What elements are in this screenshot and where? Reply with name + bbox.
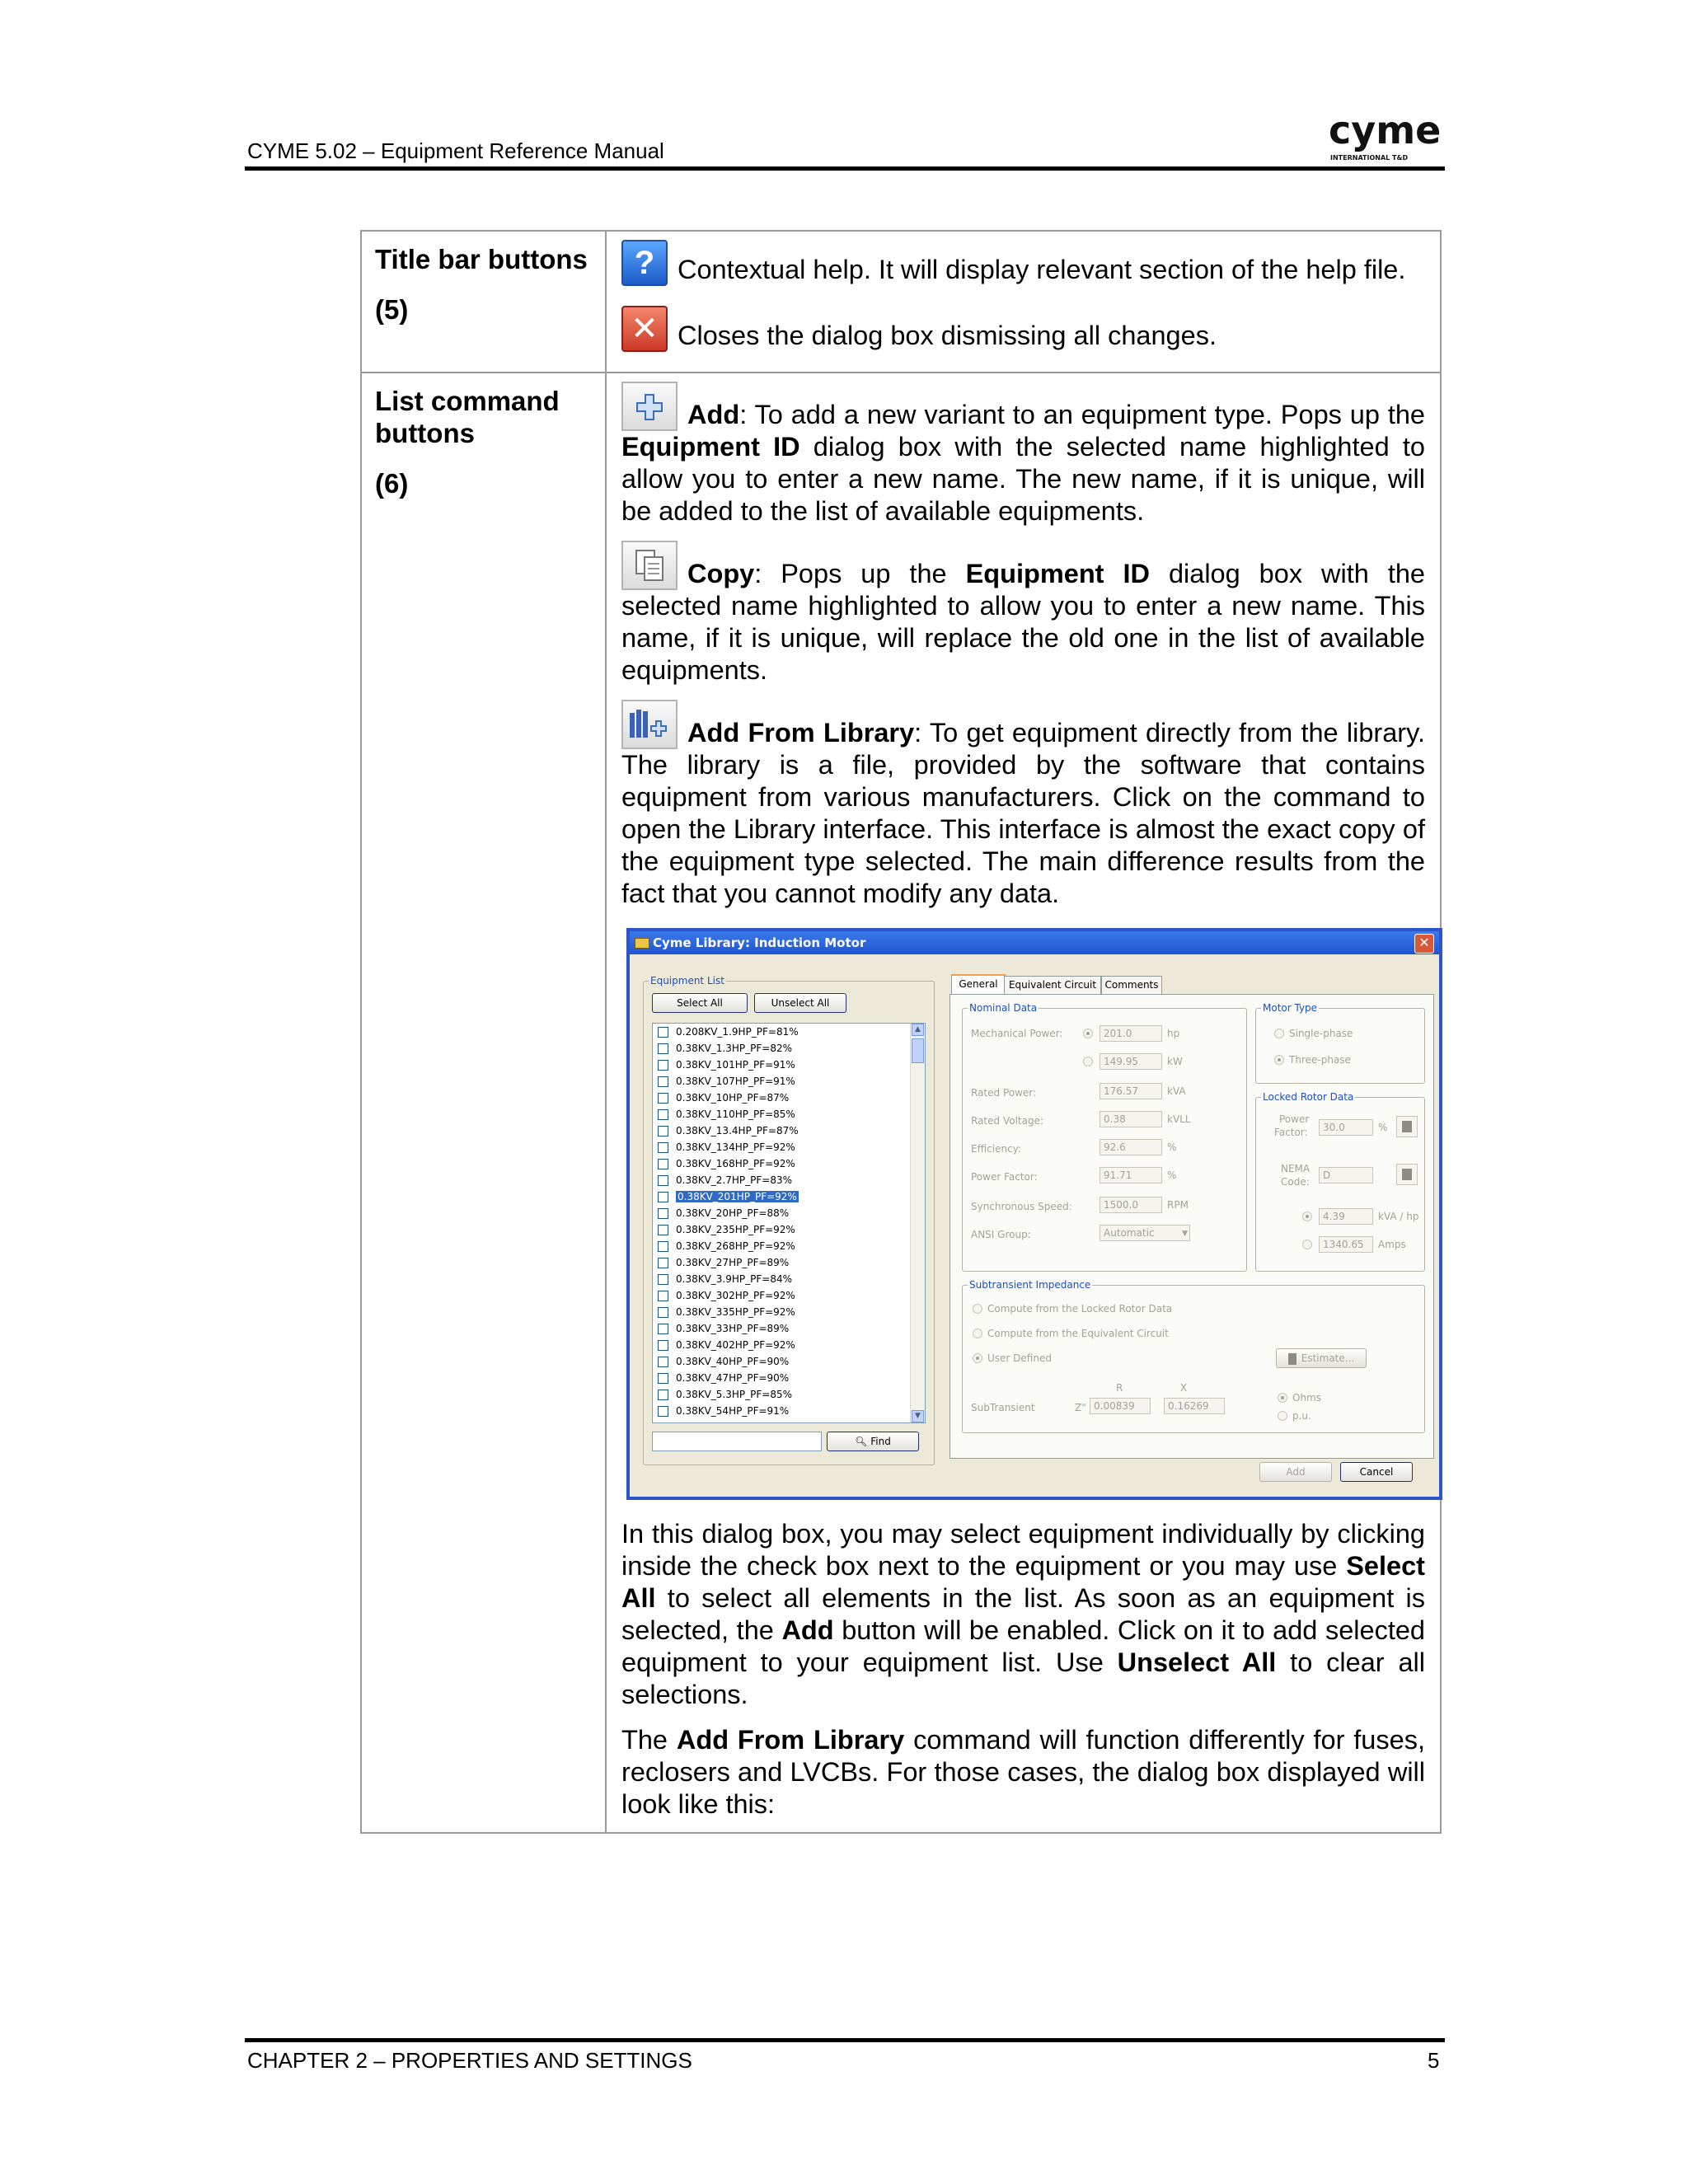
scroll-thumb[interactable] — [912, 1038, 924, 1063]
body-text: button will be enabled. Click on it to add selected equipment to your equipment list. Use — [621, 1615, 1425, 1677]
user-defined-radio[interactable] — [973, 1353, 982, 1363]
rated-voltage-label: Rated Voltage: — [971, 1115, 1044, 1127]
equipment-id-term: Equipment ID — [621, 432, 800, 462]
unit-percent: % — [1167, 1169, 1177, 1181]
row-label: Title bar buttons — [375, 244, 588, 274]
unit-rpm: RPM — [1167, 1199, 1189, 1211]
body-text: to clear all selections. — [621, 1647, 1425, 1709]
search-icon: 🔍︎ — [855, 1436, 868, 1447]
list-item[interactable] — [653, 1155, 925, 1172]
add-text: : To add a new variant to an equipment type. Pops up the — [739, 400, 1425, 429]
dialog-title: Cyme Library: Induction Motor — [653, 935, 866, 950]
help-text: Contextual help. It will display relevant section of the help file. — [678, 255, 1406, 284]
list-item-checkbox[interactable] — [658, 1192, 668, 1202]
list-item-label: 0.38KV_5.3HP_PF=85% — [676, 1389, 793, 1400]
kw-radio[interactable] — [1083, 1057, 1093, 1066]
close-text: Closes the dialog box dismissing all changes. — [678, 321, 1217, 350]
list-item[interactable] — [653, 1271, 925, 1287]
list-item-checkbox[interactable] — [658, 1406, 668, 1417]
row-label: List command buttons — [375, 386, 560, 448]
unit-hp: hp — [1167, 1028, 1180, 1039]
list-item-label: 0.38KV_54HP_PF=91% — [676, 1405, 790, 1417]
list-item-checkbox[interactable] — [658, 1340, 668, 1351]
list-item-checkbox[interactable] — [658, 1175, 668, 1186]
library-dialog-screenshot — [626, 928, 1442, 1500]
ohms-label: Ohms — [1292, 1392, 1321, 1404]
footer-rule — [245, 2038, 1445, 2042]
add-term: Add — [781, 1615, 834, 1645]
list-item-label: 0.38KV_107HP_PF=91% — [676, 1076, 795, 1087]
nema-code-label: Code: — [1281, 1176, 1310, 1188]
list-item-checkbox[interactable] — [658, 1043, 668, 1054]
list-item-checkbox[interactable] — [658, 1291, 668, 1301]
equipment-list-group — [643, 975, 935, 1465]
unit-kw: kW — [1167, 1056, 1183, 1067]
list-item[interactable] — [653, 1188, 925, 1205]
logo-text: cyme — [1329, 110, 1442, 152]
list-item-label: 0.38KV_335HP_PF=92% — [676, 1306, 795, 1318]
close-icon: ✕ — [621, 306, 668, 352]
list-item[interactable] — [653, 1122, 925, 1139]
find-label: Find — [870, 1436, 891, 1447]
ohms-radio[interactable] — [1278, 1393, 1287, 1403]
ansi-group-select[interactable] — [1100, 1225, 1190, 1241]
list-item-label: 0.38KV_101HP_PF=91% — [676, 1059, 795, 1071]
scroll-up-icon[interactable]: ▲ — [912, 1024, 924, 1036]
help-icon: ? — [621, 240, 668, 286]
power-factor-field[interactable]: 91.71 — [1100, 1167, 1162, 1183]
list-item[interactable] — [653, 1106, 925, 1122]
z-label: Z" — [1075, 1402, 1086, 1413]
lr-power-label: Power — [1279, 1113, 1310, 1125]
list-item-checkbox[interactable] — [658, 1109, 668, 1120]
row-number: (5) — [375, 294, 409, 325]
list-item-checkbox[interactable] — [658, 1208, 668, 1219]
select-paragraph — [621, 1518, 1425, 1711]
unselect-all-term: Unselect All — [1117, 1647, 1277, 1677]
equipment-id-term: Equipment ID — [965, 559, 1150, 588]
subtransient-label: SubTransient — [971, 1402, 1035, 1413]
cyme-logo — [1327, 110, 1442, 163]
dialog-close-icon[interactable]: ✕ — [1414, 934, 1434, 954]
list-item-label: 0.38KV_302HP_PF=92% — [676, 1290, 795, 1301]
header-title: CYME 5.02 – Equipment Reference Manual — [247, 138, 664, 163]
list-item-label: 0.38KV_2.7HP_PF=83% — [676, 1174, 793, 1186]
scroll-down-icon[interactable]: ▼ — [912, 1410, 924, 1422]
user-defined-label: User Defined — [987, 1352, 1052, 1364]
locked-rotor-title: Locked Rotor Data — [1263, 1091, 1354, 1103]
rated-power-field[interactable]: 176.57 — [1100, 1083, 1162, 1099]
list-item-checkbox[interactable] — [658, 1324, 668, 1334]
locked-rotor-option-radio[interactable] — [973, 1304, 982, 1314]
header-rule — [245, 166, 1445, 171]
list-item-checkbox[interactable] — [658, 1274, 668, 1285]
select-all-button[interactable]: Select All — [652, 993, 748, 1013]
rated-voltage-field[interactable]: 0.38 — [1100, 1111, 1162, 1127]
list-item-label: 0.38KV_134HP_PF=92% — [676, 1141, 795, 1153]
hp-radio[interactable] — [1083, 1029, 1093, 1038]
list-item-label: 0.38KV_1.3HP_PF=82% — [676, 1043, 793, 1054]
mech-power-hp-field[interactable]: 201.0 — [1100, 1025, 1162, 1042]
list-item-checkbox[interactable] — [658, 1076, 668, 1087]
copy-paragraph — [621, 541, 1425, 687]
single-phase-label: Single-phase — [1289, 1028, 1353, 1039]
x-column-label: X — [1180, 1382, 1188, 1394]
estimate-label: Estimate... — [1301, 1352, 1355, 1364]
list-item[interactable] — [653, 1337, 925, 1353]
body-text: to select all elements in the list. As soon as an equipment is selected, the — [621, 1583, 1425, 1645]
efficiency-field[interactable]: 92.6 — [1100, 1139, 1162, 1155]
list-item-checkbox[interactable] — [658, 1357, 668, 1367]
r-column-label: R — [1116, 1382, 1123, 1394]
list-item-checkbox[interactable] — [658, 1142, 668, 1153]
list-item[interactable] — [653, 1221, 925, 1238]
lr-power-factor-field[interactable]: 30.0 — [1319, 1119, 1373, 1136]
table-row — [361, 231, 1441, 373]
close-item — [621, 306, 1425, 352]
subtransient-title: Subtransient Impedance — [969, 1279, 1091, 1291]
subtransient-group — [962, 1279, 1425, 1433]
list-item-checkbox[interactable] — [658, 1258, 668, 1268]
library-term: Add From Library — [676, 1725, 905, 1755]
tab-general[interactable]: General — [951, 974, 1006, 995]
footer-chapter: CHAPTER 2 – PROPERTIES AND SETTINGS — [247, 2048, 692, 2073]
list-item[interactable] — [653, 1353, 925, 1370]
list-item[interactable] — [653, 1254, 925, 1271]
row-description-cell — [606, 231, 1441, 373]
chevron-down-icon: ▼ — [1182, 1230, 1188, 1238]
select-all-term: Select All — [621, 1551, 1425, 1613]
list-item[interactable] — [653, 1024, 925, 1040]
list-item-checkbox[interactable] — [658, 1093, 668, 1104]
row-label-cell — [361, 231, 606, 373]
list-scrollbar[interactable] — [910, 1024, 925, 1422]
locked-rotor-option-label: Compute from the Locked Rotor Data — [987, 1303, 1173, 1315]
pu-radio[interactable] — [1278, 1411, 1287, 1421]
unit-kvll: kVLL — [1167, 1113, 1191, 1125]
list-item-checkbox[interactable] — [658, 1126, 668, 1137]
list-item[interactable] — [653, 1139, 925, 1155]
nominal-data-group — [962, 1002, 1247, 1272]
table-row — [361, 373, 1441, 1833]
list-item[interactable] — [653, 1370, 925, 1386]
list-item-label: 0.38KV_402HP_PF=92% — [676, 1339, 795, 1351]
list-item-checkbox[interactable] — [658, 1307, 668, 1318]
list-item-label: 0.38KV_268HP_PF=92% — [676, 1240, 795, 1252]
ansi-group-value: Automatic — [1104, 1227, 1155, 1239]
list-item-checkbox[interactable] — [658, 1159, 668, 1169]
add-button[interactable]: Add — [1259, 1462, 1332, 1482]
cancel-button[interactable]: Cancel — [1340, 1462, 1413, 1482]
add-plus-icon — [621, 382, 678, 431]
ansi-group-label: ANSI Group: — [971, 1229, 1031, 1240]
library-text: : To get equipment directly from the library. The library is a file, provided by the software that contains equipment from various manufacturers. Click on the command to open the Library interface. This interface is almost the exact copy of the equipment type selected. The main difference results from the fact that you cannot modify any data. — [621, 718, 1425, 908]
row-label-cell — [361, 373, 606, 1833]
equivalent-option-label: Compute from the Equivalent Circuit — [987, 1328, 1169, 1339]
list-item-label: 0.38KV_33HP_PF=89% — [676, 1323, 790, 1334]
library-term: Add From Library — [687, 718, 915, 748]
dialog-titlebar — [630, 931, 1439, 954]
library-paragraph — [621, 700, 1425, 910]
list-item[interactable] — [653, 1172, 925, 1188]
list-item-label: 0.38KV_168HP_PF=92% — [676, 1158, 795, 1169]
unselect-all-button[interactable]: Unselect All — [754, 993, 846, 1013]
tab-comments[interactable]: Comments — [1101, 976, 1162, 994]
logo-subtext: INTERNATIONAL T&D — [1330, 154, 1409, 162]
sync-speed-field[interactable]: 1500.0 — [1100, 1197, 1162, 1213]
single-phase-radio[interactable] — [1274, 1029, 1284, 1038]
z-x-field[interactable]: 0.16269 — [1164, 1398, 1225, 1414]
nominal-data-title: Nominal Data — [969, 1002, 1038, 1014]
z-r-field[interactable]: 0.00839 — [1090, 1398, 1151, 1414]
add-text: dialog box with the selected name highlighted to allow you to enter a new name. The new name, if it is unique, will be added to the list of available equipments. — [621, 432, 1425, 526]
help-item — [621, 240, 1425, 286]
mech-power-label: Mechanical Power: — [971, 1028, 1063, 1039]
list-item[interactable] — [653, 1386, 925, 1403]
nema-code-field[interactable]: D — [1319, 1167, 1373, 1183]
motor-type-title: Motor Type — [1263, 1002, 1318, 1014]
list-item-label: 0.208KV_1.9HP_PF=81% — [676, 1026, 799, 1038]
unit-kva-hp: kVA / hp — [1378, 1211, 1419, 1222]
list-item[interactable] — [653, 1205, 925, 1221]
equivalent-option-radio[interactable] — [973, 1329, 982, 1338]
mech-power-kw-field[interactable]: 149.95 — [1100, 1053, 1162, 1070]
list-item-checkbox[interactable] — [658, 1373, 668, 1384]
list-item-checkbox[interactable] — [658, 1027, 668, 1038]
copy-term: Copy — [687, 559, 755, 588]
calculator-icon — [1288, 1353, 1296, 1365]
list-item-checkbox[interactable] — [658, 1241, 668, 1252]
tab-equivalent-circuit[interactable]: Equivalent Circuit — [1004, 976, 1101, 994]
list-item-label: 0.38KV_235HP_PF=92% — [676, 1224, 795, 1235]
equipment-list[interactable] — [652, 1023, 926, 1423]
list-item-label: 0.38KV_47HP_PF=90% — [676, 1372, 790, 1384]
list-item[interactable] — [653, 1040, 925, 1057]
list-item[interactable] — [653, 1238, 925, 1254]
list-item-label: 0.38KV_201HP_PF=92% — [678, 1191, 797, 1202]
list-item[interactable] — [653, 1304, 925, 1320]
list-item[interactable] — [653, 1287, 925, 1304]
list-item-label: 0.38KV_20HP_PF=88% — [676, 1207, 790, 1219]
unit-percent: % — [1378, 1122, 1388, 1133]
page-number: 5 — [1428, 2048, 1440, 2073]
list-item-label: 0.38KV_3.9HP_PF=84% — [676, 1273, 793, 1285]
body-text: In this dialog box, you may select equipment individually by clicking inside the check box next to the equipment or you may use — [621, 1519, 1425, 1581]
list-item-checkbox[interactable] — [658, 1225, 668, 1235]
copy-text: : Pops up the — [754, 559, 966, 588]
general-tab-panel — [950, 994, 1434, 1459]
kva-hp-radio[interactable] — [1302, 1212, 1312, 1221]
add-term: Add — [687, 400, 740, 429]
unit-amps: Amps — [1378, 1239, 1406, 1250]
three-phase-radio[interactable] — [1274, 1055, 1284, 1065]
three-phase-label: Three-phase — [1289, 1054, 1351, 1066]
amps-radio[interactable] — [1302, 1240, 1312, 1249]
body-text: The — [621, 1725, 677, 1755]
list-item[interactable] — [653, 1090, 925, 1106]
list-item[interactable] — [653, 1057, 925, 1073]
list-item-label: 0.38KV_40HP_PF=90% — [676, 1356, 790, 1367]
unit-percent: % — [1167, 1141, 1177, 1153]
estimate-button[interactable] — [1276, 1348, 1367, 1368]
list-item[interactable] — [653, 1073, 925, 1090]
nema-label: NEMA — [1281, 1163, 1311, 1174]
list-item-label: 0.38KV_27HP_PF=89% — [676, 1257, 790, 1268]
list-item-label: 0.38KV_10HP_PF=87% — [676, 1092, 790, 1104]
fuses-paragraph — [621, 1724, 1425, 1821]
copy-text: dialog box with the selected name highlighted to allow you to enter a new name. This name, if it is unique, will replace the old one in the list of available equipments. — [621, 559, 1425, 685]
pu-label: p.u. — [1292, 1410, 1311, 1422]
nema-code-button[interactable] — [1396, 1164, 1418, 1185]
lr-kva-hp-field[interactable]: 4.39 — [1319, 1208, 1373, 1225]
lr-factor-label: Factor: — [1274, 1127, 1308, 1138]
row-number: (6) — [375, 468, 409, 499]
library-add-icon — [621, 700, 678, 749]
list-item-checkbox[interactable] — [658, 1390, 668, 1400]
list-item[interactable] — [653, 1403, 925, 1419]
rated-power-label: Rated Power: — [971, 1087, 1037, 1099]
body-text: command will function differently for fuses, reclosers and LVCBs. For those cases, the dialog box displayed will look like this: — [621, 1725, 1425, 1819]
efficiency-label: Efficiency: — [971, 1143, 1021, 1155]
find-input[interactable] — [652, 1432, 822, 1451]
unit-kva: kVA — [1167, 1085, 1186, 1097]
reference-table — [360, 230, 1442, 1834]
lr-power-factor-button[interactable] — [1396, 1116, 1418, 1137]
list-item-label: 0.38KV_13.4HP_PF=87% — [676, 1125, 799, 1137]
list-item-checkbox[interactable] — [658, 1060, 668, 1071]
power-factor-label: Power Factor: — [971, 1171, 1038, 1183]
list-item[interactable] — [653, 1320, 925, 1337]
locked-rotor-group — [1255, 1091, 1425, 1272]
app-icon — [635, 938, 649, 949]
list-item-label: 0.38KV_110HP_PF=85% — [676, 1108, 795, 1120]
add-paragraph — [621, 382, 1425, 527]
find-button[interactable] — [827, 1432, 919, 1451]
lr-amps-field[interactable]: 1340.65 — [1319, 1236, 1373, 1253]
motor-type-group — [1255, 1002, 1425, 1084]
copy-icon — [621, 541, 678, 590]
equipment-list-title: Equipment List — [650, 975, 724, 987]
row-description-cell — [606, 373, 1441, 1833]
sync-speed-label: Synchronous Speed: — [971, 1201, 1072, 1212]
